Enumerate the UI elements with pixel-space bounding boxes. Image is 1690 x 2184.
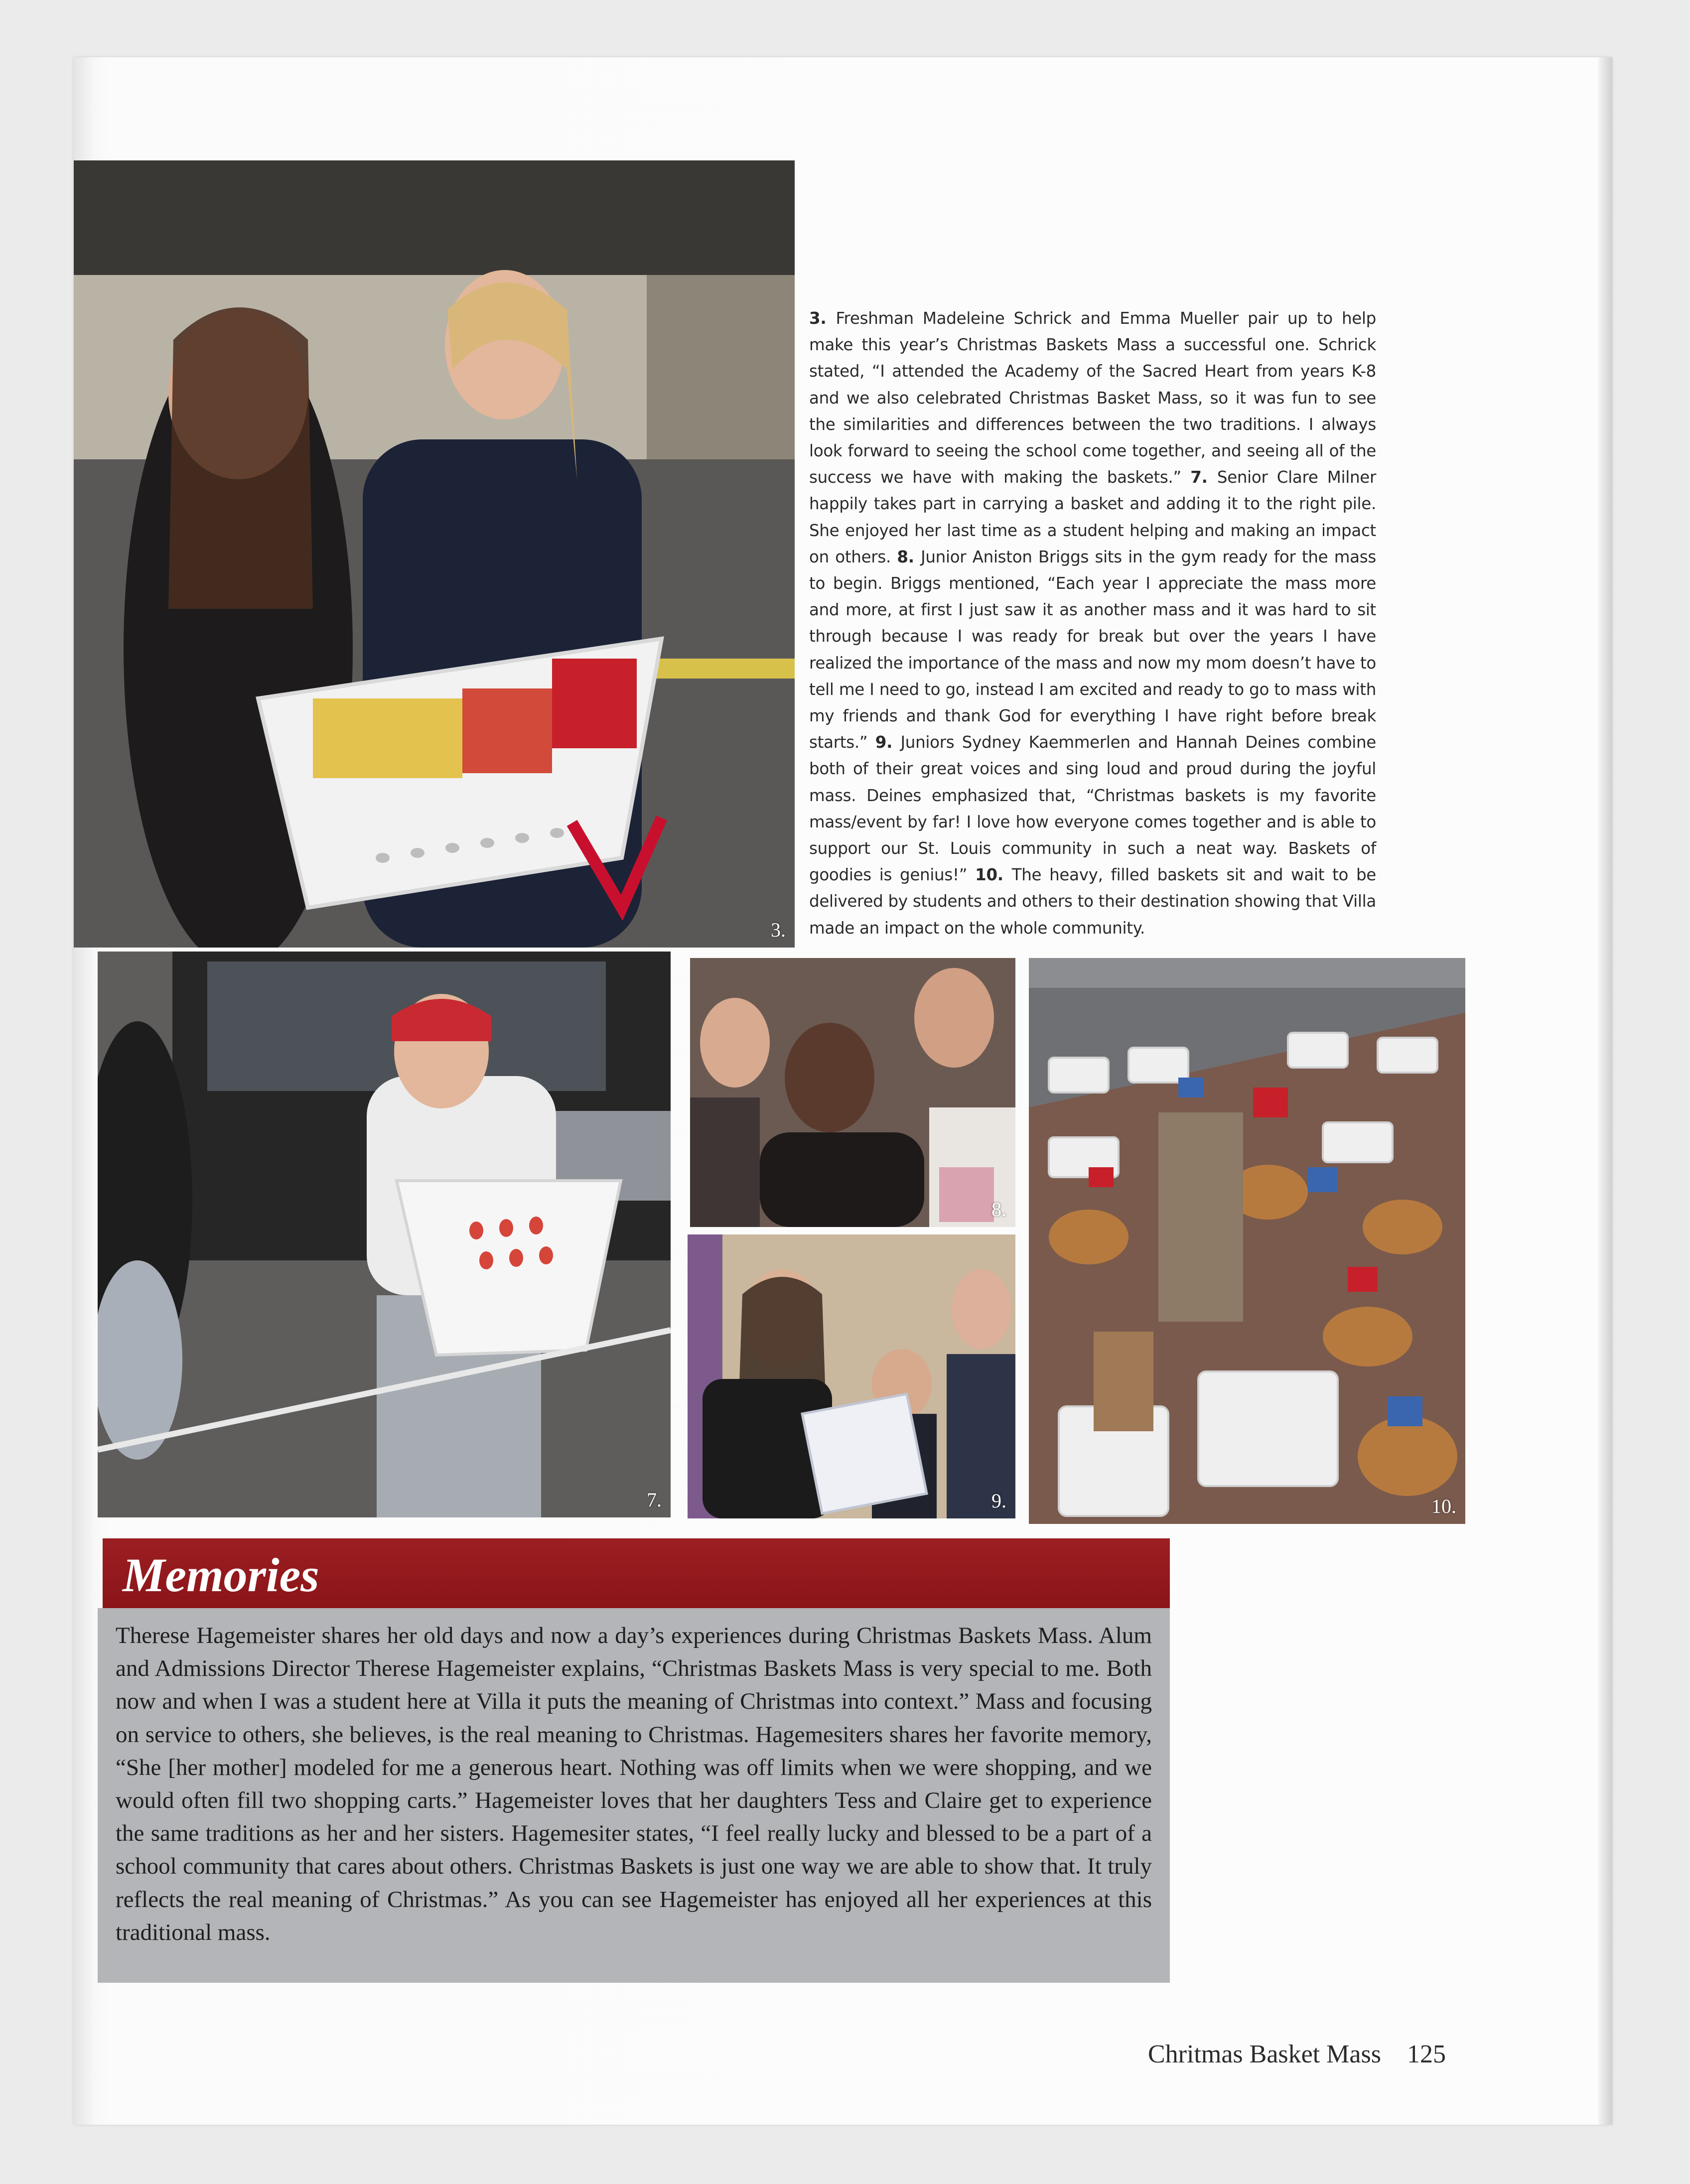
caption-9-text: Juniors Sydney Kaemmerlen and Hannah Deines combine both of their great voices and sing loud and proud during the joyful mass. Deines emphasized that, “Christmas baskets is my favorite mass/event by far! I love how everyone comes together and is able to support our St. Louis community in such a neat way. Baskets of goodies is genius!” xyxy=(809,733,1376,885)
photo-3-image xyxy=(74,160,795,948)
photo-9-image xyxy=(688,1234,1015,1518)
caption-10-text: The heavy, filled baskets sit and wait to be delivered by students and others to their destination showing that Villa made an impact on the whole community. xyxy=(809,865,1376,938)
caption-8-number: 8. xyxy=(897,547,921,566)
photo-8-image xyxy=(690,958,1015,1227)
photo-8-student-mass xyxy=(690,958,1015,1227)
photo-10-filled-baskets xyxy=(1029,958,1465,1524)
page-footer xyxy=(1148,2040,1446,2069)
photo-10-number: 10. xyxy=(1431,1495,1456,1517)
photo-captions xyxy=(809,305,1376,942)
memories-text: Therese Hagemeister shares her old days and now a day’s experiences during Christmas Baskets Mass. Alum and Admissions Director Therese Hagemeister explains, “Christmas Baskets Mass is very special to me. Both now and when I was a student here at Villa it puts the meaning of Christmas into context.” Mass and focusing on service to others, she believes, is the real meaning to Christmas. Hagemesiters shares her favorite memory, “She [her mother] modeled for me a generous heart. Nothing was off limits when we were shopping, and we would often fill two shopping carts.” Hagemeister loves that her daughters Tess and Claire get to experience the same traditions as her and her sisters. Hagemesiter states, “I feel really lucky and blessed to be a part of a school community that cares about others. Christmas Baskets is just one way we are able to show that. It truly reflects the real meaning of Christmas.” As you can see Hagemeister has enjoyed all her experiences at this traditional mass. xyxy=(116,1623,1152,1945)
caption-7-text: Senior Clare Milner happily takes part in carrying a basket and adding it to the right pile. She enjoyed her last time as a student helping and making an impact on others. xyxy=(809,468,1377,566)
photo-7-student-basket xyxy=(98,952,671,1517)
photo-7-image xyxy=(98,952,671,1517)
caption-7-number: 7. xyxy=(1190,468,1217,487)
photo-3-number: 3. xyxy=(771,919,786,941)
memories-title: Memories xyxy=(123,1548,319,1602)
photo-7-number: 7. xyxy=(647,1489,662,1511)
caption-3-number: 3. xyxy=(809,309,836,328)
footer-section-title: Chritmas Basket Mass xyxy=(1148,2040,1381,2068)
photo-10-image xyxy=(1029,958,1465,1524)
page-edge xyxy=(1598,57,1612,2125)
caption-3-text: Freshman Madeleine Schrick and Emma Mueller pair up to help make this year’s Christmas Baskets Mass a successful one. Schrick stated, “I attended the Academy of the Sacred Heart from years K-8 and we also celebrated Christmas Basket Mass, so it was fun to see the similarities and differences between the two traditions. I always look forward to seeing the school come together, and seeing all of the success we have with making the baskets.” xyxy=(809,309,1376,487)
page-number: 125 xyxy=(1407,2040,1446,2068)
caption-8-text: Junior Aniston Briggs sits in the gym ready for the mass to begin. Briggs mentioned, “Each year I appreciate the mass more and more, at first I just saw it as another mass and it was hard to sit through because I was ready for break but over the years I have realized the importance of the mass and now my mom doesn’t have to tell me I need to go, instead I am excited and ready to go to mass with my friends and thank God for everything I have right before break starts.” xyxy=(809,547,1376,752)
caption-10-number: 10. xyxy=(975,865,1012,885)
caption-9-number: 9. xyxy=(875,733,901,752)
photo-9-number: 9. xyxy=(991,1490,1006,1512)
photo-8-number: 8. xyxy=(991,1198,1006,1221)
photo-3-basket-carry xyxy=(74,160,795,948)
memories-body xyxy=(98,1608,1170,1983)
photo-9-students-singing xyxy=(688,1234,1015,1518)
memories-header xyxy=(103,1538,1170,1608)
